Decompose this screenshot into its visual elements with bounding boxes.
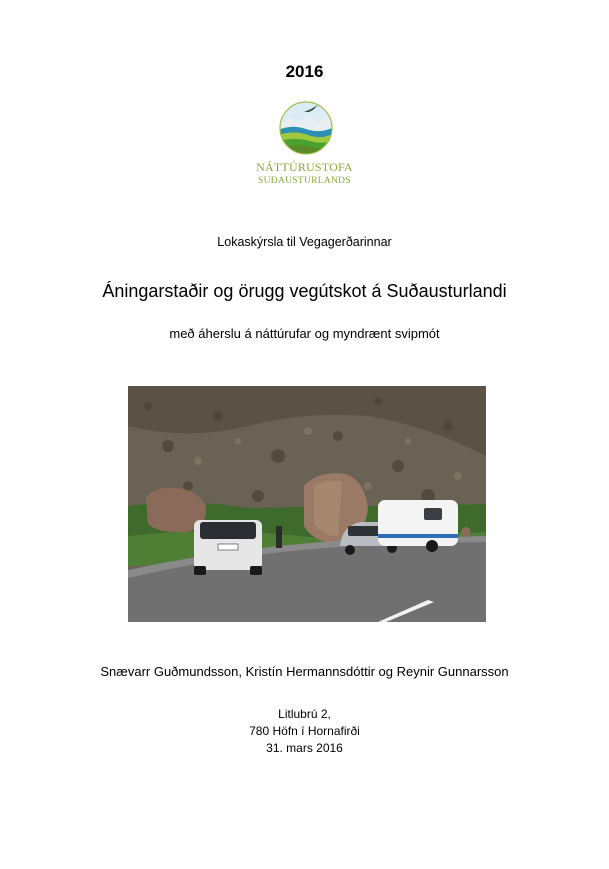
natturustofa-logo-icon	[278, 100, 334, 156]
report-year: 2016	[285, 62, 324, 81]
report-date: 31. mars 2016	[266, 741, 343, 755]
organization-name: NÁTTÚRUSTOFA	[256, 160, 353, 174]
address-street: Litlubrú 2,	[278, 707, 331, 721]
report-title: Áningarstaðir og örugg vegútskot á Suðausturlandi	[102, 281, 507, 301]
roadside-pullout-photo	[128, 386, 486, 622]
report-type: Lokaskýrsla til Vegagerðarinnar	[217, 235, 392, 249]
organization-region: SUÐAUSTURLANDS	[258, 176, 351, 186]
address-city: 780 Höfn í Hornafirði	[249, 724, 360, 738]
authors: Snævarr Guðmundsson, Kristín Hermannsdóttir og Reynir Gunnarsson	[100, 664, 509, 679]
report-subtitle: með áherslu á náttúrufar og myndrænt svipmót	[169, 326, 440, 341]
